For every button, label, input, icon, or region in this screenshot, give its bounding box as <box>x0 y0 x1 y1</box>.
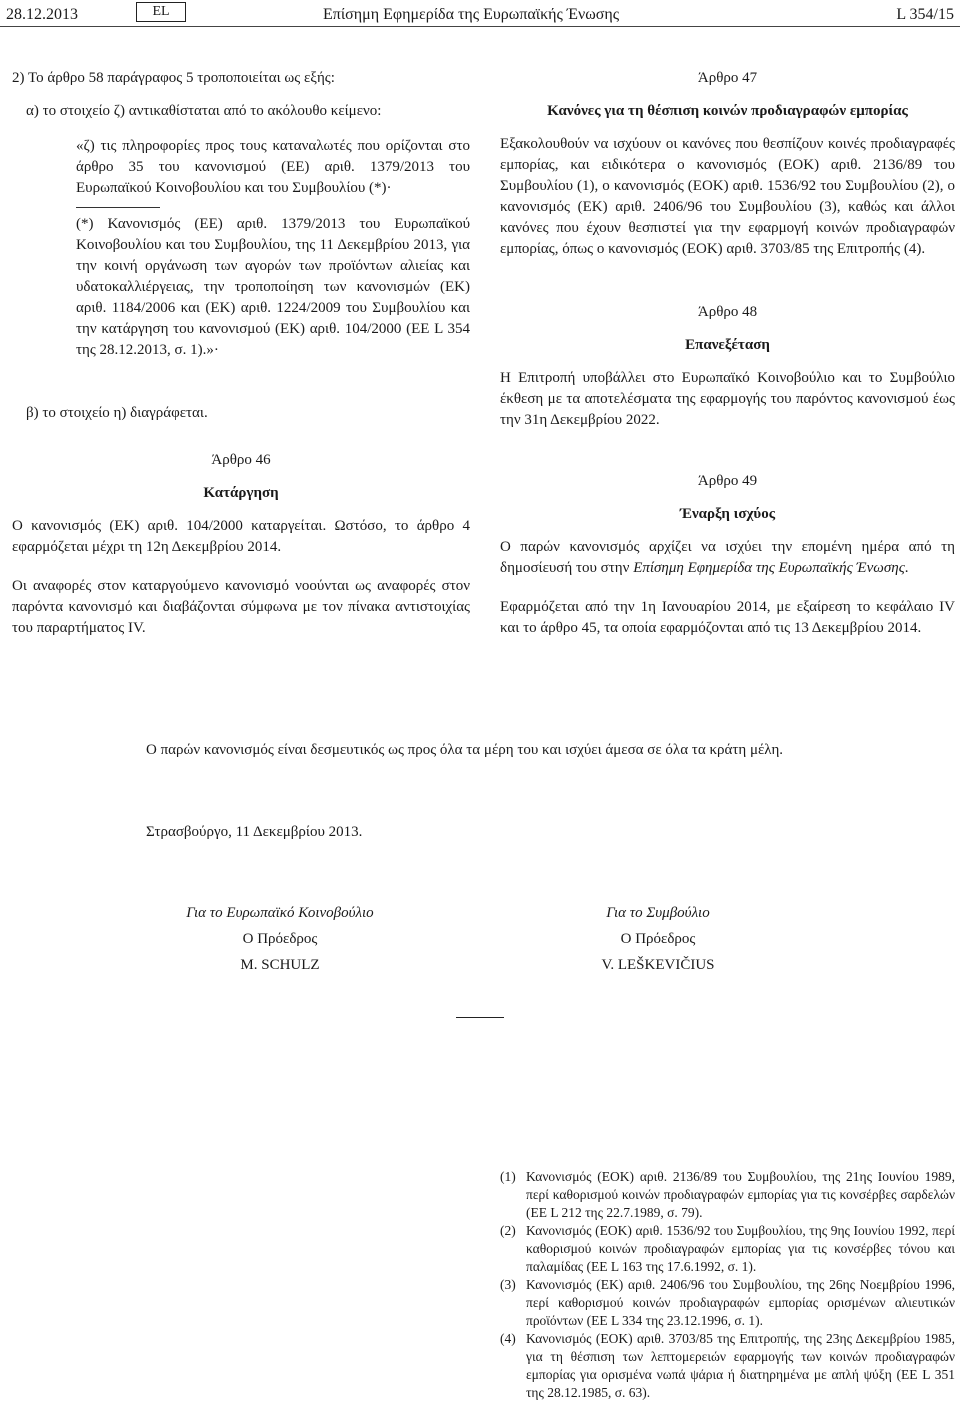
signature-parliament <box>150 903 410 981</box>
signature-name: M. SCHULZ <box>240 957 320 973</box>
header-date: 28.12.2013 <box>6 6 78 23</box>
signature-institution: Για το Ευρωπαϊκό Κοινοβούλιο <box>186 905 374 921</box>
place-and-date: Στρασβούργο, 11 Δεκεμβρίου 2013. <box>146 824 363 840</box>
signature-council <box>528 903 788 981</box>
right-column <box>500 68 955 639</box>
article-46-paragraph-2: Οι αναφορές στον καταργούμενο κανονισμό νοούνται ως αναφορές στον παρόντα κανονισμό και διαβάζονται σύμφωνα με τον πίνακα αντιστοιχίας του παραρτήματος IV. <box>12 578 470 636</box>
left-column <box>12 68 470 639</box>
amendment-item-a: α) το στοιχείο ζ) αντικαθίσταται από το ακόλουθο κείμενο: <box>26 103 382 119</box>
article-47-number: Άρθρο 47 <box>697 70 758 86</box>
article-48-number: Άρθρο 48 <box>697 304 758 320</box>
article-47-paragraph: Εξακολουθούν να ισχύουν οι κανόνες που θεσπίζουν κοινές προδιαγραφές εμπορίας, και ειδικότερα ο κανονισμός (ΕΟΚ) αριθ. 2136/89 του Συμβουλίου (1), ο κανονισμός (ΕΟΚ) αριθ. 1536/92 του Συμβουλίου (2), ο κανονισμός (ΕΚ) αριθ. 2406/96 του Συμβουλίου (3), καθώς και άλλοι κανόνες που έχουν θεσπιστεί για την εφαρμογή κοινών προδιαγραφών εμπορίας, όπως ο κανονισμός (ΕΟΚ) αριθ. 3703/85 της Επιτροπής (4). <box>500 136 955 257</box>
article-49-title: Έναρξη ισχύος <box>679 506 776 522</box>
footnote-3: (3) Κανονισμός (ΕΚ) αριθ. 2406/96 του Συμβουλίου, της 26ης Νοεμβρίου 1996, περί καθορισμού κοινών προδιαγραφών εμπορίας ορισμένων αλιευτικών προϊόντων (ΕΕ L 334 της 23.12.1996, σ. 1). <box>500 1277 955 1328</box>
journal-name-italic: Επίσημη Εφημερίδα της Ευρωπαϊκής Ένωσης <box>633 560 905 576</box>
header-rule <box>0 26 960 27</box>
signature-name: V. LEŠKEVIČIUS <box>601 957 715 973</box>
quoted-text: «ζ) τις πληροφορίες προς τους καταναλωτές που ορίζονται στο άρθρο 35 του κανονισμού (ΕΕ) αριθ. 1379/2013 του Ευρωπαϊκού Κοινοβουλίου και του Συμβουλίου (*)· <box>76 138 470 196</box>
article-49-paragraph-1: Ο παρών κανονισμός αρχίζει να ισχύει την επομένη ημέρα από τη δημοσίευσή του στην Επίσημη Εφημερίδα της Ευρωπαϊκής Ένωσης. <box>500 539 955 576</box>
article-49-paragraph-2: Εφαρμόζεται από την 1η Ιανουαρίου 2014, με εξαίρεση το κεφάλαιο IV και το άρθρο 45, τα οποία εφαρμόζονται από τις 13 Δεκεμβρίου 2014. <box>500 599 955 636</box>
signature-role: Ο Πρόεδρος <box>620 931 696 947</box>
signature-institution: Για το Συμβούλιο <box>606 905 710 921</box>
page-number: L 354/15 <box>896 6 954 23</box>
article-46-paragraph-1: Ο κανονισμός (ΕΚ) αριθ. 104/2000 καταργείται. Ωστόσο, το άρθρο 4 εφαρμόζεται μέχρι τη 12η Δεκεμβρίου 2014. <box>12 518 470 555</box>
inline-footnote: (*) Κανονισμός (ΕΕ) αριθ. 1379/2013 του Ευρωπαϊκού Κοινοβουλίου και του Συμβουλίου, της 11 Δεκεμβρίου 2013, για την κοινή οργάνωση των αγορών των προϊόντων αλιείας και υδατοκαλλιέργειας, την τροποποίηση των κανονισμών (ΕΚ) αριθ. 1184/2006 και (ΕΚ) αριθ. 1224/2009 του Συμβουλίου και την κατάργηση του κανονισμού (ΕΚ) αριθ. 104/2000 (ΕΕ L 354 της 28.12.2013, σ. 1).»· <box>76 216 470 358</box>
inline-footnote-rule <box>76 207 160 208</box>
article-46-number: Άρθρο 46 <box>211 452 271 468</box>
end-rule <box>456 1017 504 1018</box>
footnote-1: (1) Κανονισμός (ΕΟΚ) αριθ. 2136/89 του Συμβουλίου, της 21ης Ιουνίου 1989, περί καθορισμού κοινών προδιαγραφών εμπορίας για τις κονσέρβες σαρδελών (ΕΕ L 212 της 22.7.1989, σ. 79). <box>500 1169 955 1220</box>
footnote-2: (2) Κανονισμός (ΕΟΚ) αριθ. 1536/92 του Συμβουλίου, της 9ης Ιουνίου 1992, περί καθορισμού κοινών προδιαγραφών εμπορίας για τις κονσέρβες τόνου και παλαμίδας (ΕΕ L 163 της 17.6.1992, σ. 1). <box>500 1223 955 1274</box>
footnotes <box>500 1168 955 1402</box>
language-badge: EL <box>136 2 186 22</box>
article-48-title: Επανεξέταση <box>685 337 770 353</box>
signature-role: Ο Πρόεδρος <box>242 931 318 947</box>
article-48-paragraph: Η Επιτροπή υποβάλλει στο Ευρωπαϊκό Κοινοβούλιο και το Συμβούλιο έκθεση με τα αποτελέσματα της εφαρμογής του παρόντος κανονισμού έως την 31η Δεκεμβρίου 2022. <box>500 370 955 428</box>
article-46-title: Κατάργηση <box>203 485 279 501</box>
amendment-item-2: 2) Το άρθρο 58 παράγραφος 5 τροποποιείται ως εξής: <box>12 70 335 86</box>
binding-statement: Ο παρών κανονισμός είναι δεσμευτικός ως προς όλα τα μέρη του και ισχύει άμεσα σε όλα τα κράτη μέλη. <box>146 742 784 758</box>
footnote-4: (4) Κανονισμός (ΕΟΚ) αριθ. 3703/85 της Επιτροπής, της 23ης Δεκεμβρίου 1985, για τη θέσπιση των λεπτομερειών εφαρμογής των κοινών προδιαγραφών εμπορίας για ορισμένα νωπά ψάρια ή διατηρημένα με απλή ψύξη (ΕΕ L 351 της 28.12.1985, σ. 63). <box>500 1331 955 1400</box>
amendment-item-b: β) το στοιχείο η) διαγράφεται. <box>26 405 208 421</box>
journal-title: Επίσημη Εφημερίδα της Ευρωπαϊκής Ένωσης <box>323 6 620 23</box>
article-47-title: Κανόνες για τη θέσπιση κοινών προδιαγραφών εμπορίας <box>547 103 908 119</box>
article-49-number: Άρθρο 49 <box>697 473 758 489</box>
